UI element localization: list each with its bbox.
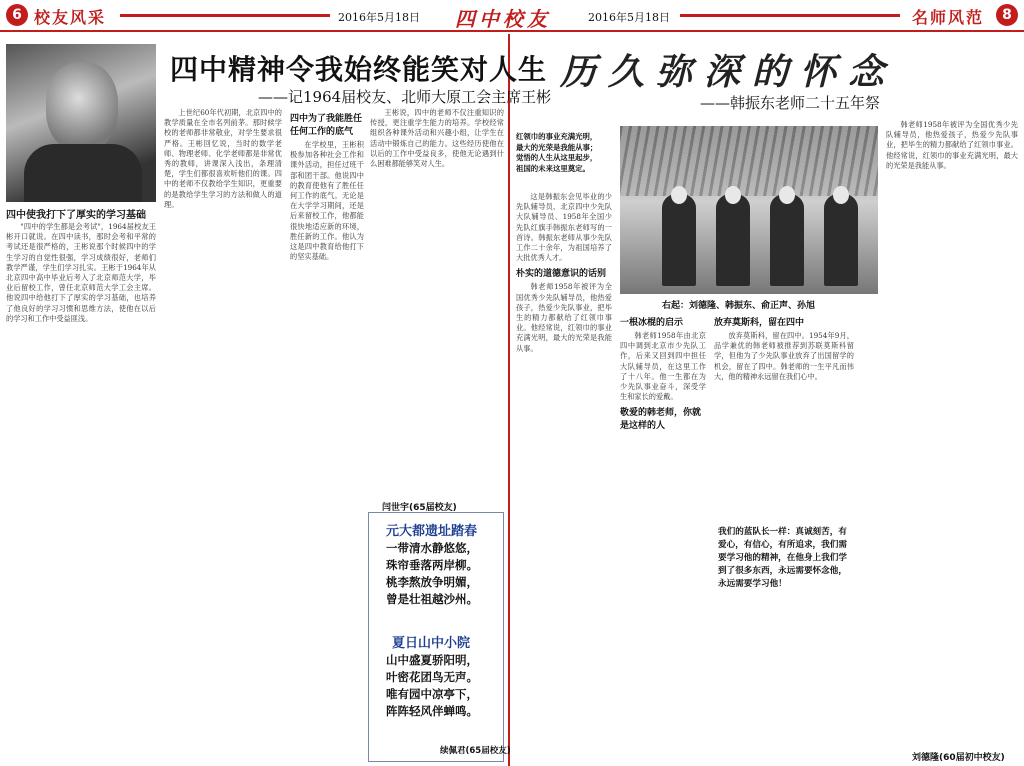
right-article-title: 历久弥深的怀念 bbox=[560, 51, 897, 93]
right-subheading: 朴实的道德意识的话别 bbox=[516, 269, 607, 280]
group-photo bbox=[620, 126, 878, 294]
right-date: 2016年5月18日 bbox=[588, 11, 670, 24]
photo-head bbox=[725, 186, 741, 204]
poem1-title: 元大都遗址踏春 bbox=[386, 524, 478, 539]
left-column-4 bbox=[370, 108, 504, 494]
right-body-text: 韩老师1958年被评为全国优秀少先队辅导员，他热爱孩子，热爱少先队事业，把毕生的精力都献给了红领巾事业。他经常说，红领巾的事业充满光明，最大的光荣是我能从事。 bbox=[516, 282, 612, 353]
poem-line: 山中盛夏骄阳明， bbox=[386, 653, 478, 667]
right-subheading: 敬爱的韩老师，你就是这样的人 bbox=[620, 408, 702, 432]
poem-signature: 续佩君(65届校友) bbox=[440, 746, 511, 756]
left-body-text: 上世纪60年代初期，北京四中的教学质量在全市名列前茅。那时候学校的老师都非常敬业，对学生要求很严格。王彬回忆说，当时的数学老师、物理老师、化学老师都是非常优秀的教师，讲课深入浅出，条理清楚，学生们都很喜欢听他们的课。四中的老师不仅教给学生知识，更重要的是教给学生学习的方法和做人的道理。 bbox=[164, 108, 282, 209]
photo-person bbox=[716, 194, 750, 286]
right-body-text: 韩老师1958年由北京四中调到北京市少先队工作，后来又回到四中担任大队辅导员，在这里工作了十八年。他一生都在为少先队事业奋斗，深受学生和家长的爱戴。 bbox=[620, 331, 706, 402]
right-header-rule bbox=[680, 14, 900, 17]
right-column-1 bbox=[516, 192, 612, 762]
poem-line: 桃李熬放争明媚， bbox=[386, 575, 478, 589]
left-date: 2016年5月18日 bbox=[338, 11, 420, 24]
photo-person bbox=[824, 194, 858, 286]
poem-line: 一带清水静悠悠， bbox=[386, 541, 478, 555]
photo-head bbox=[833, 186, 849, 204]
newspaper-header bbox=[0, 0, 1024, 32]
right-article-author: 刘德隆(60届初中校友) bbox=[912, 753, 1005, 763]
poem2-body bbox=[386, 652, 478, 720]
photo-person bbox=[770, 194, 804, 286]
left-column-3 bbox=[290, 108, 364, 762]
photo-head bbox=[671, 186, 687, 204]
right-body-text: 放弃莫斯科，留在四中。1954年9月，品学兼优的韩老师被推荐到苏联莫斯科留学，但他为了少先队事业放弃了出国留学的机会，留在了四中。韩老师的一生平凡而伟大，他的精神永远留在我们心中。 bbox=[714, 331, 854, 381]
right-column-3 bbox=[714, 312, 854, 518]
left-subheading: 四中为了我能胜任任何工作的底气 bbox=[290, 114, 363, 137]
right-page-number: 8 bbox=[996, 4, 1018, 26]
portrait-face bbox=[46, 62, 118, 152]
left-body-text: 王彬说，四中的老师不仅注重知识的传授，更注重学生能力的培养。学校经常组织各种课外活动和兴趣小组，让学生在活动中锻炼自己的能力。这些经历使他在以后的工作中受益良多，使他无论遇到什么困难都能够笑对人生。 bbox=[370, 108, 504, 169]
right-section-title: 名师风范 bbox=[912, 8, 985, 27]
poem-line: 唯有园中凉亭下， bbox=[386, 687, 478, 701]
left-section-heading: 四中使我打下了厚实的学习基础 bbox=[6, 210, 146, 221]
poem2-title: 夏日山中小院 bbox=[392, 636, 471, 651]
left-article-title: 四中精神令我始终能笑对人生 bbox=[170, 53, 548, 86]
poem1-body bbox=[386, 540, 478, 608]
right-article-subtitle: ——韩振东老师二十五年祭 bbox=[700, 94, 881, 112]
poem-line: 叶密花团鸟无声。 bbox=[386, 670, 478, 684]
right-column-4 bbox=[886, 120, 1018, 744]
photo-person bbox=[662, 194, 696, 286]
left-article-author: 闫世宇(65届校友) bbox=[382, 503, 457, 513]
left-column-1 bbox=[6, 222, 156, 762]
highlight-quote: 我们的蓝队长一样：真诚刻苦，有爱心，有信心，有所追求，我们需要学习他的精神，在他身上我们学到了很多东西，永远需要怀念他，永远需要学习他！ bbox=[718, 527, 847, 589]
poem-line: 阵阵轻风伴蝉鸣。 bbox=[386, 704, 478, 718]
group-photo-caption: 右起：刘德隆、韩振东、俞正声、孙旭 bbox=[662, 301, 816, 311]
left-section-title: 校友风采 bbox=[34, 8, 107, 27]
right-body-text: 韩老师1958年被评为全国优秀少先队辅导员，他热爱孩子，热爱少先队事业，把毕生的精力都献给了红领巾事业。他经常说，红领巾的事业充满光明，最大的光荣是我能从事。 bbox=[886, 120, 1018, 170]
right-column-2 bbox=[620, 312, 706, 762]
left-header-rule bbox=[120, 14, 330, 17]
poem-line: 曾是壮祖越沙州。 bbox=[386, 592, 478, 606]
right-subheading: 一根冰棍的启示 bbox=[620, 318, 684, 328]
left-article-subtitle: ——记1964届校友、北师大原工会主席王彬 bbox=[258, 88, 552, 106]
portrait-photo bbox=[6, 44, 156, 202]
left-page-number: 6 bbox=[6, 4, 28, 26]
left-column-2 bbox=[164, 108, 282, 762]
page-gutter bbox=[508, 34, 510, 766]
right-subheading: 放弃莫斯科，留在四中 bbox=[714, 318, 805, 328]
masthead-logo: 四中校友 bbox=[455, 7, 551, 31]
left-body-text: "四中的学生都是会考试"，1964届校友王彬开口就说。在四中读书，那时会考和平常的考试还是很严格的，王彬说那个时候四中的学生学习的自觉性很强，学习成绩很好，老师们教学严谨，学生们学习扎实。王彬于1964年从北京四中高中毕业后考入了北京师范大学，毕业后留校工作，曾任北京师范大学工会主席。他说四中给他打下了厚实的学习基础，也培养了他良好的学习习惯和思维方法，使他在以后的学习和工作中受益匪浅。 bbox=[6, 222, 156, 323]
right-body-text: 这是韩振东会见毕业的少先队辅导员、北京四中少先队大队辅导员、1958年全国少先队红旗手韩振东老师写的一首诗。韩振东老师从事少先队工作二十余年，为祖国培养了大批优秀人才。 bbox=[516, 192, 612, 263]
opening-quote: 红领巾的事业充满光明，最大的光荣是我能从事；觉悟的人生从这里起步，祖国的未来这里奠定。 bbox=[516, 132, 598, 173]
left-body-text: 在学校里，王彬积极参加各种社会工作和课外活动，担任过班干部和团干部。他说四中的教育使他有了胜任任何工作的底气。无论是在大学学习期间，还是后来留校工作，他都能很快地适应新的环境，胜任新的工作。他认为这是四中教育给他打下的坚实基础。 bbox=[290, 140, 364, 262]
poem-line: 珠帘垂落两岸柳。 bbox=[386, 558, 478, 572]
photo-head bbox=[779, 186, 795, 204]
portrait-body bbox=[24, 144, 142, 202]
